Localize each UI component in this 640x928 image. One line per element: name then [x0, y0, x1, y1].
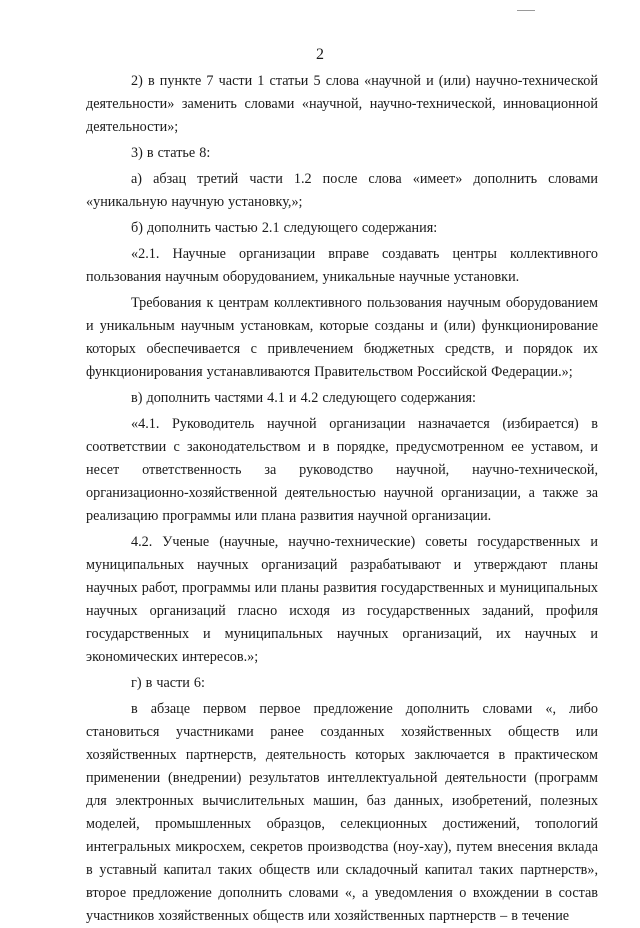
paragraph-part-6-first-abzac: в абзаце первом первое предложение дополнить словами «, либо становиться участниками ранее созданных хозяйственных обществ или хозяйственных партнерств, деятельность которых заключается в практическом применении (внедрении) результатов интеллектуальной деятельности (программ для электронных вычислительных машин, баз данных, изобретений, полезных моделей, промышленных образцов, селекционных достижений, топологий интегральных микросхем, секретов производства (ноу-хау), путем внесения вклада в уставный капитал таких обществ или складочный капитал таких партнерств», второе предложение дополнить словами «, а уведомления о вхождении в состав участников хозяйственных обществ или хозяйственных партнерств – в течение	[86, 701, 598, 924]
paragraph-item-a: а) абзац третий части 1.2 после слова «имеет» дополнить словами «уникальную научную установку,»;	[86, 171, 598, 210]
paragraph-part-2-1: «2.1. Научные организации вправе создавать центры коллективного пользования научным оборудованием, уникальные научные установки.	[86, 246, 598, 285]
paragraph-part-4-1: «4.1. Руководитель научной организации назначается (избирается) в соответствии с законодательством и в порядке, предусмотренном ее уставом, и несет ответственность за руководство научной, научно-технической, организационно-хозяйственной деятельностью научной организации, а также за реализацию программы или плана развития научной организации.	[86, 416, 598, 524]
paragraph-amendment-2: 2) в пункте 7 части 1 статьи 5 слова «научной и (или) научно-технической деятельности» заменить словами «научной, научно-технической, инновационной деятельности»;	[86, 73, 598, 135]
paragraph-item-b: б) дополнить частью 2.1 следующего содержания:	[131, 220, 438, 236]
paragraph-item-v: в) дополнить частями 4.1 и 4.2 следующего содержания:	[131, 390, 476, 406]
paragraph-part-4-2: 4.2. Ученые (научные, научно-технические) советы государственных и муниципальных научных организаций разрабатывают и утверждают планы научных работ, программы или планы развития государственных и муниципальных научных организаций гласно исходя из государственных заданий, профиля государственных и муниципальных научных организаций, их научных и экономических интересов.»;	[86, 534, 598, 665]
paragraph-requirements: Требования к центрам коллективного пользования научным оборудованием и уникальным научным установкам, которые созданы и (или) функционирование которых обеспечивается с привлечением бюджетных средств, и порядок их функционирования устанавливаются Правительством Российской Федерации.»;	[86, 295, 598, 380]
page-number: 2	[316, 46, 324, 63]
scan-artifact-mark	[517, 10, 535, 11]
document-body	[86, 70, 598, 928]
paragraph-item-g: г) в части 6:	[131, 675, 205, 691]
paragraph-amendment-3: 3) в статье 8:	[131, 145, 211, 161]
